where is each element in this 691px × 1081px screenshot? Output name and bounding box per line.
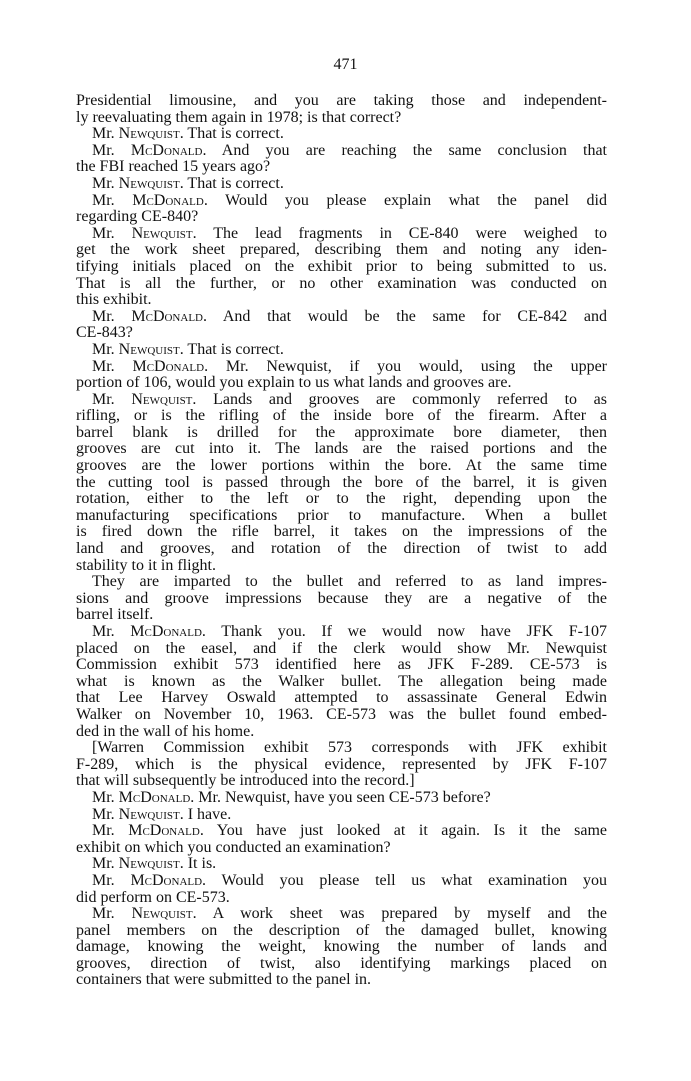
speaker-title: Mr.: [92, 390, 132, 408]
text-line: [76, 110, 607, 127]
line-text: land and grooves, and rotation of the direction of twist to add: [76, 540, 607, 558]
transcript-paragraph: [76, 906, 607, 989]
line-text: tifying initials placed on the exhibit prior to being submitted to us.: [76, 257, 607, 275]
text-line: [76, 375, 607, 392]
transcript-paragraph: [76, 226, 607, 309]
text-line: [76, 458, 607, 475]
line-text: That is correct.: [183, 174, 284, 192]
line-text: grooves are cut into it. The lands are the raised portions and the: [76, 440, 607, 458]
line-text: They are imparted to the bullet and referred to as land impres-: [92, 573, 607, 591]
text-line: [76, 342, 607, 359]
text-line: [76, 890, 607, 907]
speaker-name: McDonald.: [128, 822, 204, 840]
line-text: That is correct.: [183, 125, 284, 143]
speaker-name: Newquist.: [118, 174, 184, 192]
speaker-title: Mr.: [92, 871, 131, 889]
text-line: [76, 143, 607, 160]
text-line: [76, 939, 607, 956]
speaker-name: McDonald.: [130, 623, 206, 640]
speaker-title: Mr.: [92, 855, 119, 873]
speaker-name: Newquist.: [118, 805, 184, 823]
line-text: Mr. Newquist, if you would, using the upper: [208, 357, 608, 375]
line-text: Commission exhibit 573 identified here as JFK F-289. CE-573 is: [76, 656, 607, 674]
text-line: [76, 325, 607, 342]
line-text: that Lee Harvey Oswald attempted to assassinate General Edwin: [76, 689, 607, 707]
line-text: Walker on November 10, 1963. CE-573 was the bullet found embed-: [76, 705, 607, 723]
transcript-paragraph: [76, 856, 607, 873]
text-line: [76, 176, 607, 193]
line-text: get the work sheet prepared, describing them and noting any iden-: [76, 241, 607, 259]
line-text: is fired down the rifle barrel, it takes on the impressions of the: [76, 523, 607, 541]
line-text: That is all the further, or no other examination was conducted on: [76, 274, 607, 292]
transcript-paragraph: [76, 873, 607, 906]
text-line: [76, 823, 607, 840]
line-text: And you are reaching the same conclusion that: [206, 141, 607, 159]
text-line: [76, 740, 607, 757]
speaker-name: McDonald.: [132, 191, 208, 209]
line-text: stability to it in flight.: [76, 556, 216, 574]
line-text: what is known as the Walker bullet. The allegation being made: [76, 672, 607, 690]
text-line: [76, 690, 607, 707]
speaker-title: Mr.: [92, 307, 132, 325]
line-text: that will subsequently be introduced into the record.]: [76, 772, 415, 790]
text-line: [76, 475, 607, 492]
text-line: [76, 856, 607, 873]
line-text: portion of 106, would you explain to us what lands and grooves are.: [76, 374, 512, 392]
line-text: the cutting tool is passed through the bore of the barrel, it is given: [76, 473, 607, 491]
text-line: [76, 309, 607, 326]
line-text: regarding CE-840?: [76, 208, 199, 226]
text-line: [76, 840, 607, 857]
speaker-title: Mr.: [92, 224, 132, 242]
text-line: [76, 242, 607, 259]
line-text: sions and groove impressions because they are a negative of the: [76, 589, 607, 607]
line-text: did perform on CE-573.: [76, 888, 230, 906]
text-line: [76, 591, 607, 608]
transcript-paragraph: [76, 740, 607, 790]
text-line: [76, 226, 607, 243]
speaker-name: Newquist.: [118, 855, 184, 873]
speaker-name: McDonald.: [130, 871, 207, 889]
line-text: rotation, either to the left or to the right, depending upon the: [76, 490, 607, 508]
transcript-paragraph: [76, 359, 607, 392]
line-text: Would you please explain what the panel did: [207, 191, 607, 209]
text-line: [76, 276, 607, 293]
text-line: [76, 209, 607, 226]
line-text: barrel itself.: [76, 606, 154, 624]
line-text: grooves, direction of twist, also identifying markings placed on: [76, 954, 607, 972]
text-line: [76, 807, 607, 824]
speaker-name: Newquist.: [118, 340, 184, 358]
line-text: Presidential limousine, and you are taking those and independent-: [76, 92, 607, 109]
speaker-name: McDonald.: [130, 141, 207, 159]
line-text: grooves are the lower portions within the bore. At the same time: [76, 457, 607, 475]
speaker-title: Mr.: [92, 141, 131, 159]
text-line: [76, 259, 607, 276]
speaker-title: Mr.: [92, 905, 132, 923]
transcript-paragraph: [76, 193, 607, 226]
line-text: CE-843?: [76, 324, 133, 342]
text-line: [76, 607, 607, 624]
line-text: I have.: [183, 805, 232, 823]
text-line: [76, 408, 607, 425]
text-line: [76, 790, 607, 807]
text-line: [76, 674, 607, 691]
transcript-paragraph: [76, 823, 607, 856]
line-text: barrel blank is drilled for the approximate bore diameter, then: [76, 423, 607, 441]
text-line: [76, 724, 607, 741]
speaker-title: Mr.: [92, 174, 119, 192]
speaker-title: Mr.: [92, 340, 119, 358]
text-line: [76, 574, 607, 591]
line-text: Mr. Newquist, have you seen CE-573 before?: [194, 788, 491, 806]
text-line: [76, 773, 607, 790]
text-line: [76, 392, 607, 409]
transcript-paragraph: [76, 309, 607, 342]
text-line: [76, 641, 607, 658]
transcript-paragraph: [76, 126, 607, 143]
text-line: [76, 873, 607, 890]
line-text: That is correct.: [183, 340, 284, 358]
text-line: [76, 558, 607, 575]
transcript-paragraph: [76, 624, 607, 740]
line-text: exhibit on which you conducted an examination?: [76, 838, 391, 856]
speaker-name: McDonald.: [118, 788, 195, 806]
text-line: [76, 541, 607, 558]
speaker-name: Newquist.: [131, 224, 197, 242]
line-text: Lands and grooves are commonly referred to as: [196, 390, 608, 408]
transcript-paragraph: [76, 574, 607, 624]
line-text: rifling, or is the rifling of the inside bore of the firearm. After a: [76, 407, 607, 425]
transcript-paragraph: [76, 143, 607, 176]
text-line: [76, 441, 607, 458]
speaker-title: Mr.: [92, 788, 119, 806]
text-line: [76, 972, 607, 989]
line-text: F-289, which is the physical evidence, represented by JFK F-107: [76, 755, 607, 773]
line-text: It is.: [183, 855, 217, 873]
text-line: [76, 292, 607, 309]
speaker-name: McDonald.: [132, 357, 209, 375]
speaker-title: Mr.: [92, 357, 133, 375]
line-text: And that would be the same for CE-842 and: [207, 307, 608, 325]
text-line: [76, 193, 607, 210]
line-text: this exhibit.: [76, 291, 152, 309]
text-line: [76, 956, 607, 973]
line-text: Thank you. If we would now have JFK F-107: [205, 623, 608, 640]
text-line: [76, 508, 607, 525]
line-text: You have just looked at it again. Is it the same: [203, 822, 607, 840]
line-text: A work sheet was prepared by myself and the: [196, 905, 607, 923]
line-text: the FBI reached 15 years ago?: [76, 158, 271, 176]
text-line: [76, 359, 607, 376]
speaker-name: Newquist.: [118, 125, 184, 143]
line-text: panel members on the description of the damaged bullet, knowing: [76, 921, 607, 939]
text-line: [76, 657, 607, 674]
transcript-paragraph: [76, 790, 607, 807]
transcript-paragraph: [76, 342, 607, 359]
line-text: Would you please tell us what examination you: [206, 871, 607, 889]
transcript-paragraph: [76, 176, 607, 193]
line-text: placed on the easel, and if the clerk would show Mr. Newquist: [76, 639, 607, 657]
text-line: [76, 624, 607, 641]
text-line: [76, 757, 607, 774]
transcript-paragraph: [76, 807, 607, 824]
text-line: [76, 524, 607, 541]
speaker-title: Mr.: [92, 822, 129, 840]
speaker-name: McDonald.: [131, 307, 207, 325]
page-number: 471: [333, 56, 358, 73]
speaker-title: Mr.: [92, 191, 133, 209]
speaker-name: Newquist.: [131, 390, 197, 408]
speaker-title: Mr.: [92, 805, 119, 823]
text-line: [76, 923, 607, 940]
transcript-body: [76, 93, 607, 989]
line-text: containers that were submitted to the panel in.: [76, 971, 372, 989]
line-text: ly reevaluating them again in 1978; is that correct?: [76, 108, 402, 126]
speaker-title: Mr.: [92, 623, 131, 640]
speaker-title: Mr.: [92, 125, 119, 143]
text-line: [76, 491, 607, 508]
transcript-paragraph: [76, 93, 607, 126]
line-text: manufacturing specifications prior to manufacture. When a bullet: [76, 506, 607, 524]
text-line: [76, 707, 607, 724]
transcript-paragraph: [76, 392, 607, 575]
text-line: [76, 93, 607, 110]
line-text: damage, knowing the weight, knowing the number of lands and: [76, 938, 607, 956]
line-text: ded in the wall of his home.: [76, 722, 255, 740]
text-line: [76, 425, 607, 442]
line-text: The lead fragments in CE-840 were weighed to: [196, 224, 607, 242]
speaker-name: Newquist.: [131, 905, 197, 923]
text-line: [76, 126, 607, 143]
text-line: [76, 159, 607, 176]
line-text: [Warren Commission exhibit 573 corresponds with JFK exhibit: [92, 739, 607, 757]
text-line: [76, 906, 607, 923]
